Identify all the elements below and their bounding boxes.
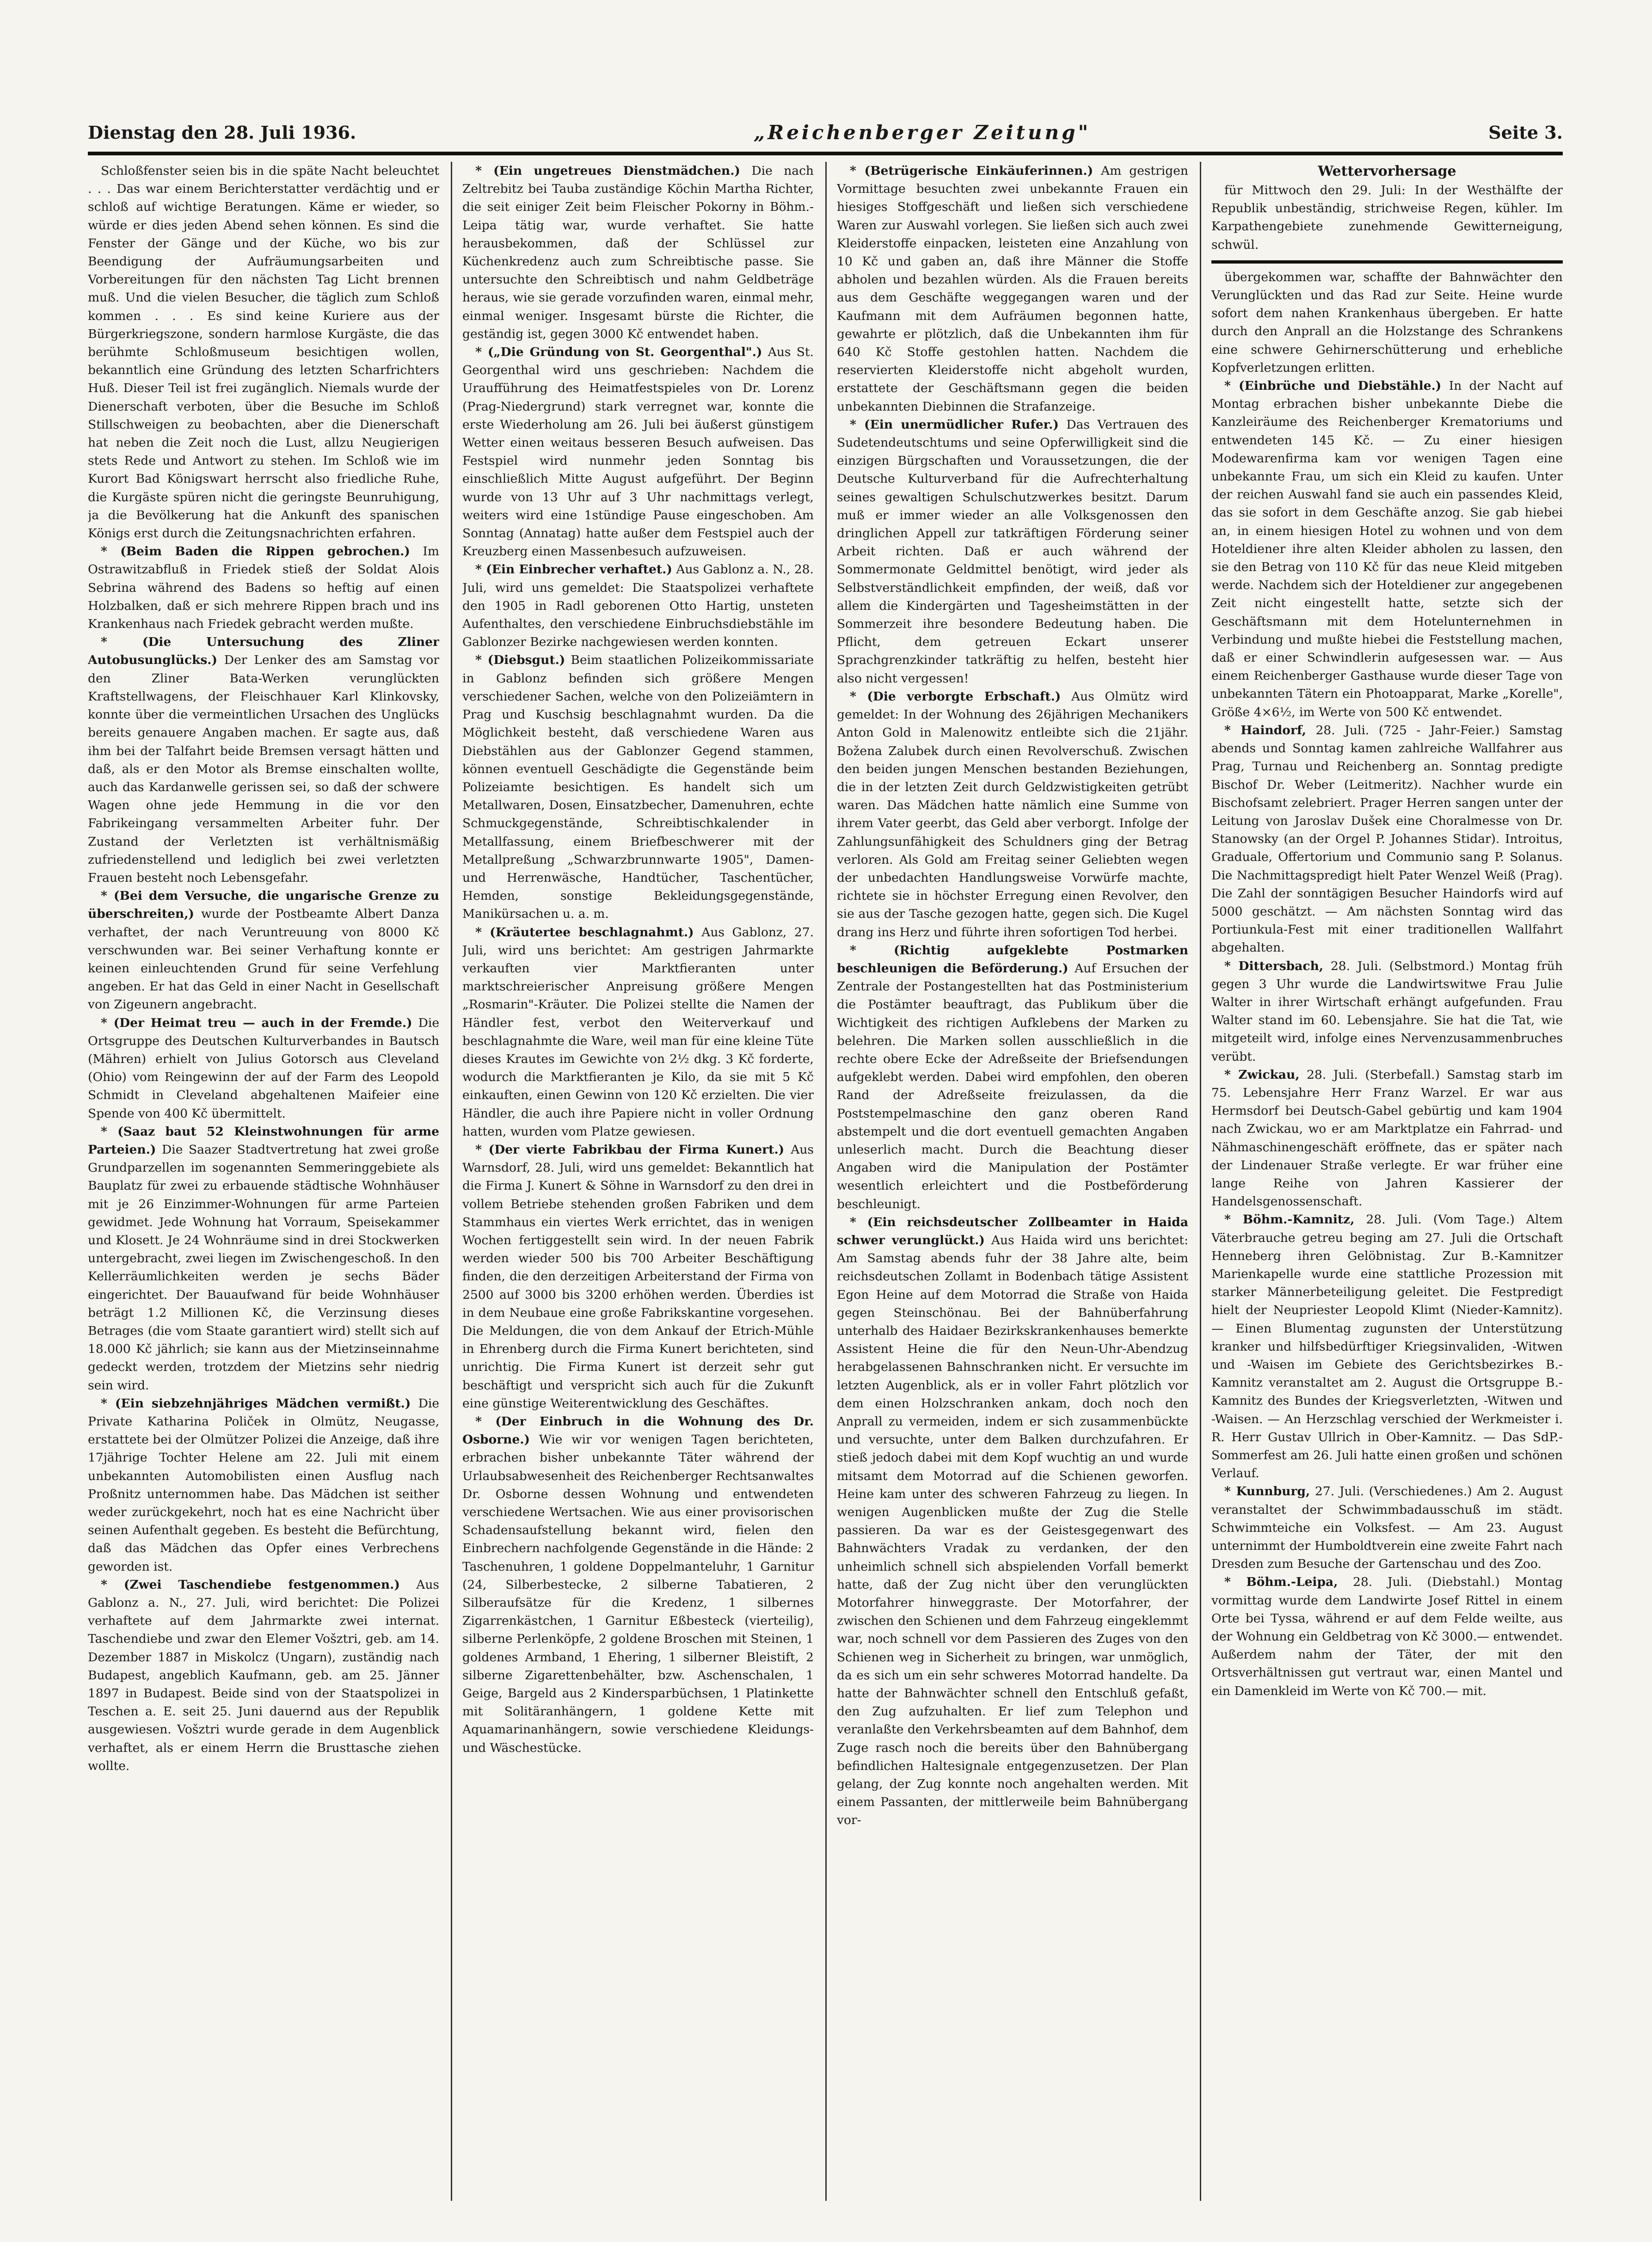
article-paragraph	[462, 923, 814, 1141]
newspaper-page	[88, 116, 1563, 2205]
weather-rule	[1211, 260, 1563, 264]
article-heading: * (Kräutertee beschlagnahmt.)	[475, 925, 694, 940]
article-paragraph	[1211, 1482, 1563, 1573]
article-paragraph	[462, 1413, 814, 1757]
article-paragraph	[837, 688, 1188, 941]
article-heading: * (Ein reichsdeutscher Zollbeamter in Haida schwer verunglückt.)	[837, 1215, 1188, 1247]
article-paragraph	[1211, 957, 1563, 1066]
article-text: übergekommen war, schaffte der Bahnwächter den Verunglückten und das Rad zur Seite. Heine wurde sofort dem nahen Krankenhaus übergeben. Er hatte durch den Anprall an die Holzstange des Schrankens eine schwere Gehirnerschütterung und erhebliche Kopfverletzungen erlitten.	[1211, 270, 1563, 375]
article-paragraph	[88, 633, 439, 887]
article-paragraph	[837, 1213, 1188, 1830]
article-paragraph	[88, 1576, 439, 1775]
article-columns	[88, 162, 1563, 2201]
article-text: 28. Juli. (Selbstmord.) Montag früh gegen 3 Uhr wurde die Landwirtswitwe Frau Julie Walter in ihrer Wirtschaft erhängt aufgefunden. Frau Walter stand im 60. Lebensjahre. Sie hat die Tat, wie mitgeteilt wird, infolge eines Nervenzusammenbruches verübt.	[1211, 958, 1563, 1064]
article-text: Die Ortsgruppe des Deutschen Kulturverbandes in Bautsch (Mähren) erhielt von Julius Gotorsch aus Cleveland (Ohio) vom Reingewinn der auf der Farm des Leopold Schmidt in Cleveland abgehaltenen Maifeier eine Spende von 400 Kč übermittelt.	[88, 1015, 439, 1121]
weather-title: Wettervorhersage	[1318, 163, 1456, 179]
column-4	[1211, 162, 1563, 2201]
article-text: Die Saazer Stadtvertretung hat zwei große Grundparzellen im sogenannten Semmeringgebiete als Bauplatz für zwei zu erbauende städtische Wohnhäuser mit je 26 Einzimmer-Wohnungen für arme Parteien gewidmet. Jede Wohnung hat Vorraum, Speisekammer und Klosett. Je 24 Wohnräume sind in drei Stockwerken untergebracht, zwei liegen im Zwischengeschoß. In den Kellerräumlichkeiten werden je sechs Bäder eingerichtet. Der Bauaufwand für beide Wohnhäuser beträgt 1.2 Millionen Kč, die Verzinsung dieses Betrages (die vom Staate garantiert wird) stellt sich auf 18.000 Kč jährlich; sie kann aus der Mietzinseinnahme gedeckt werden, trotzdem der Mietzins sehr niedrig sein wird.	[88, 1142, 439, 1393]
masthead: „Reichenberger Zeitung"	[754, 121, 1091, 144]
article-paragraph	[837, 162, 1188, 416]
article-paragraph	[837, 941, 1188, 1213]
article-paragraph	[1211, 1573, 1563, 1700]
article-paragraph	[88, 1123, 439, 1394]
article-text: Wie wir vor wenigen Tagen berichteten, erbrachen bisher unbekannte Täter während der Urlaubsabwesenheit des Reichenberger Rechtsanwaltes Dr. Osborne dessen Wohnung und entwendeten verschiedene Wertsachen. Wie aus einer provisorischen Schadensaufstellung bekannt wird, fielen den Einbrechern nachfolgende Gegenstände in die Hände: 2 Taschenuhren, 1 goldene Doppelmanteluhr, 1 Garnitur (24, Silberbestecke, 2 silberne Tabatieren, 2 Silberaufsätze für die Kredenz, 1 silbernes Zigarrenkästchen, 1 Garnitur Eßbesteck (vierteilig), silberne Perlenköpfe, 2 goldene Broschen mit Steinen, 1 goldenes Armband, 1 Ehering, 1 silberner Bleistift, 2 silberne Zigarettenbehälter, bzw. Aschenschalen, 1 Geige, Bargeld aus 2 Kindersparbüchsen, 1 Platinkette mit Solitäranhängern, 1 goldene Kette mit Aquamarinanhängern, sowie verschiedene Kleidungs- und Wäschestücke.	[462, 1432, 814, 1755]
article-text: 28. Juli. (Sterbefall.) Samstag starb im 75. Lebensjahre Herr Franz Warzel. Er war aus Hermsdorf bei Deutsch-Gabel gebürtig und kam 1904 nach Zwickau, wo er am Marktplatze ein Fahrrad- und Nähmaschinengeschäft eröffnete, das er später nach der Lindenauer Straße verlegte. Er war früher eine lange Reihe von Jahren Kassierer der Handelsgenossenschaft.	[1211, 1067, 1563, 1209]
article-heading: * Böhm.-Kamnitz,	[1224, 1212, 1355, 1227]
article-text: 28. Juli. (Diebstahl.) Montag vormittag wurde dem Landwirte Josef Rittel in einem Orte bei Tyssa, während er auf dem Felde weilte, aus der Wohnung ein Geldbetrag von Kč 3000.— entwendet. Außerdem nahm der Täter, der mit den Ortsverhältnissen gut vertraut war, einen Mantel und ein Damenkleid im Werte von Kč 700.— mit.	[1211, 1575, 1563, 1698]
article-heading: * (Ein unermüdlicher Rufer.)	[850, 417, 1059, 432]
article-heading: * Dittersbach,	[1224, 958, 1324, 973]
article-paragraph	[462, 560, 814, 651]
article-heading: * (Beim Baden die Rippen gebrochen.)	[101, 544, 410, 559]
article-heading: * (Der vierte Fabrikbau der Firma Kunert.)	[475, 1142, 785, 1157]
article-paragraph	[88, 162, 439, 542]
article-paragraph	[1211, 377, 1563, 721]
article-text: In der Nacht auf Montag erbrachen bisher unbekannte Diebe die Kanzleiräume des Reichenberger Krematoriums und entwendeten 145 Kč. — Zu einer hiesigen Modewarenfirma kam vor wenigen Tagen eine unbekannte Frau, um sich ein Kleid zu kaufen. Unter der reichen Auswahl fand sie auch ein passendes Kleid, das sie sofort in dem Geschäfte anzog. Sie gab hiebei an, in einem hiesigen Hotel zu wohnen und von dem Hoteldiener ihre alten Kleider abholen zu lassen, den sie den Betrag von 110 Kč für das neue Kleid mitgeben werde. Nachdem sich der Hoteldiener zur angegebenen Zeit nicht eingestellt hatte, setzte sich der Geschäftsmann mit dem Hotelunternehmen in Verbindung und mußte hiebei die Feststellung machen, daß er einer Schwindlerin aufgesessen war. — Aus einem Reichenberger Gasthause wurde dieser Tage von unbekannten Tätern ein Photoapparat, Marke „Korelle", Größe 4×6½, im Werte von 500 Kč entwendet.	[1211, 379, 1563, 719]
article-text: Das Vertrauen des Sudetendeutschtums und seine Opferwilligkeit sind die einzigen Bürgschaften und Voraussetzungen, die der Deutsche Kulturverband für die Aufrechterhaltung seines gewaltigen Schulschutzwerkes besitzt. Darum muß er immer wieder an alle Volksgenossen den dringlichen Appell zur tatkräftigen Förderung seiner Arbeit richten. Daß er auch während der Sommermonate Geldmittel benötigt, wird jeder als Selbstverständlichkeit empfinden, der weiß, daß vor allem die Kindergärten und Tagesheimstätten in der Sommerzeit ihre besondere Bedeutung haben. Die Pflicht, dem getreuen Eckart unserer Sprachgrenzkinder tatkräftig zu helfen, besteht hier also nicht vergessen!	[837, 417, 1188, 686]
article-heading: * (Zwei Taschendiebe festgenommen.)	[101, 1577, 400, 1592]
article-text: Der Lenker des am Samstag vor den Zliner Bata-Werken verunglückten Kraftstellwagens, der Fleischhauer Karl Klinkovsky, konnte über die vermeintlichen Ursachen des Unglücks bereits genauere Angaben machen. Er sagte aus, daß ihm bei der Talfahrt beide Bremsen versagt hätten und daß, als er den Motor als Bremse einschalten wollte, auch das Kardanwelle gerissen sei, so daß der schwere Wagen ohne jede Hemmung in die vor den Fabrikeingang versammelten Arbeiter fuhr. Der Zustand der Verletzten ist verhältnismäßig zufriedenstellend und lediglich bei zwei verletzten Frauen besteht noch Lebensgefahr.	[88, 653, 439, 885]
article-paragraph	[88, 887, 439, 1014]
article-paragraph	[462, 651, 814, 923]
article-heading: * Haindorf,	[1224, 723, 1306, 737]
article-text: 27. Juli. (Verschiedenes.) Am 2. August veranstaltet der Schwimmbadausschuß im städt. Schwimmteiche ein Volksfest. — Am 23. August unternimmt der Humboldtverein eine zweite Fahrt nach Dresden zum Besuche der Gartenschau und des Zoo.	[1211, 1484, 1563, 1572]
article-text: Die Private Katharina Poliček in Olmütz, Neugasse, erstattete bei der Olmützer Polizei die Anzeige, daß ihre 17jährige Tochter Helene am 22. Juli mit einem unbekannten Automobilisten einen Ausflug nach Proßnitz unternommen habe. Das Mädchen ist seither weder zurückgekehrt, noch hat es eine Nachricht über seinen Aufenthalt gegeben. Es besteht die Befürchtung, daß das Mädchen das Opfer eines Verbrechens geworden ist.	[88, 1396, 439, 1574]
article-paragraph	[88, 542, 439, 633]
article-heading: * Zwickau,	[1224, 1067, 1300, 1082]
article-text: 28. Juli. (725 - Jahr-Feier.) Samstag abends und Sonntag kamen zahlreiche Wallfahrer aus Prag, Turnau und Reichenberg an. Sonntag predigte Bischof Dr. Weber (Leitmeritz). Nachher wurde ein Bischofsamt zelebriert. Prager Herren sangen unter der Leitung von Jaroslav Dušek eine Choralmesse von Dr. Stanowsky (an der Orgel P. Johannes Stidar). Introitus, Graduale, Offertorium und Communio sang P. Solanus. Die Nachmittagspredigt hielt Pater Wenzel Weiß (Prag). Die Zahl der sonntägigen Besucher Haindorfs wird auf 5000 geschätzt. — Am nächsten Sonntag wird das Portiunkula-Fest mit einer traditionellen Wallfahrt abgehalten.	[1211, 723, 1563, 955]
article-heading: * (Die Untersuchung des Zliner Autobusunglücks.)	[88, 635, 439, 668]
article-text: Aus Warnsdorf, 28. Juli, wird uns gemeldet: Bekanntlich hat die Firma J. Kunert & Söhne in Warnsdorf zu den drei in vollem Betriebe stehenden großen Fabriken und dem Stammhaus ein viertes Werk errichtet, das in wenigen Wochen fertiggestellt sein wird. In der neuen Fabrik werden wieder 500 bis 700 Arbeiter Beschäftigung finden, die den derzeitigen Arbeiterstand der Firma von 2500 auf 3000 bis 3200 erhöhen werden. Überdies ist in dem Neubaue eine große Fabrikskantine vorgesehen. Die Meldungen, die von dem Ankauf der Etrich-Mühle in Ehrenberg durch die Firma Kunert berichteten, sind unrichtig. Die Firma Kunert ist derzeit sehr gut beschäftigt und verspricht sich auch für die Zukunft eine günstige Weiterentwicklung des Geschäftes.	[462, 1142, 814, 1411]
article-text: Die nach Zeltrebitz bei Tauba zuständige Köchin Martha Richter, die seit einiger Zeit beim Fleischer Pokorny in Böhm.-Leipa tätig war, wurde verhaftet. Sie hatte herausbekommen, daß der Schlüssel zur Küchenkredenz auch zum Schreibtische passe. Sie untersuchte den Schreibtisch und nahm Geldbeträge heraus, wie sie gerade vorzufinden waren, einmal mehr, einmal weniger. Insgesamt bürste die Richter, die geständig ist, gegen 3000 Kč entwendet haben.	[462, 164, 814, 341]
column-2	[462, 162, 814, 2201]
article-paragraph	[1211, 1210, 1563, 1482]
article-heading: * (Ein siebzehnjähriges Mädchen vermißt.)	[101, 1396, 411, 1411]
column-divider	[451, 162, 452, 2201]
article-text: Aus St. Georgenthal wird uns geschrieben: Nachdem die Uraufführung des Heimatfestspieles von Dr. Lorenz (Prag-Niedergrund) stark verregnet war, konnte die erste Wiederholung am 26. Juli bei äußerst günstigem Wetter einen weitaus besseren Besuch aufweisen. Das Festspiel wird nunmehr jeden Sonntag bis einschließlich Mitte August aufgeführt. Der Beginn wurde von 13 Uhr auf 3 Uhr nachmittags verlegt, weiters wird eine 1stündige Pause eingeschoben. Am Sonntag (Annatag) hatte außer dem Festspiel auch der Kreuzberg einen Massenbesuch aufzuweisen.	[462, 345, 814, 559]
page-number: Seite 3.	[1488, 122, 1563, 143]
article-heading: * („Die Gründung von St. Georgenthal".)	[475, 345, 762, 360]
article-heading: * Böhm.-Leipa,	[1224, 1575, 1338, 1590]
article-heading: * (Diebsgut.)	[475, 653, 565, 668]
column-divider	[1200, 162, 1201, 2201]
column-1	[88, 162, 439, 2201]
column-divider	[825, 162, 827, 2201]
article-text: 28. Juli. (Vom Tage.) Altem Väterbrauche getreu beging am 27. Juli die Ortschaft Henneberg ihren Gelöbnistag. Zur B.-Kamnitzer Marienkapelle wurde eine stattliche Prozession mit starker Männerbeteiligung geleitet. Die Festpredigt hielt der Neupriester Leopold Klimt (Nieder-Kamnitz). — Einen Blumentag zugunsten der Unterstützung kranker und hilfsbedürftiger Kriegsinvaliden, -Witwen und -Waisen im Gebiete des Gerichtsbezirkes B.-Kamnitz veranstaltet am 2. August die Ortsgruppe B.-Kamnitz des Bundes der Kriegsverletzten, -Witwen und -Waisen. — An Herzschlag verschied der Werkmeister i. R. Herr Gustav Ullrich in Ober-Kamnitz. — Das SdP.-Sommerfest am 26. Juli hatte einen großen und schönen Verlauf.	[1211, 1212, 1563, 1481]
article-text: Beim staatlichen Polizeikommissariate in Gablonz befinden sich größere Mengen verschiedener Sachen, welche von den Polizeiämtern in Prag und Kuschsig beschlagnahmt wurden. Da die Möglichkeit besteht, daß verschiedene Waren aus Diebstählen aus der Gablonzer Gegend stammen, können eventuell Geschädigte die Gegenstände beim Polizeiamte besichtigen. Es handelt sich um Metallwaren, Dosen, Einsatzbecher, Damenuhren, echte Schmuckgegenstände, Schreibtischkalender in Metallfassung, einem Briefbeschwerer mit der Metallpreßung „Schwarzbrunnwarte 1905", Damen- und Herrenwäsche, Handtücher, Taschentücher, Hemden, sonstige Bekleidungsgegenstände, Manikürsachen u. a. m.	[462, 653, 814, 921]
article-text: Aus Gablonz a. N., 27. Juli, wird berichtet: Die Polizei verhaftete auf dem Jahrmarkte zwei internat. Taschendiebe und zwar den Elemer Vošztri, geb. am 14. Dezember 1887 in Miskolcz (Ungarn), zuständig nach Budapest, angeblich Kaufmann, geb. am 25. Jänner 1897 in Budapest. Beide sind von der Staatspolizei in Teschen a. E. seit 25. Juni dauernd aus der Republik ausgewiesen. Vošztri wurde gerade in dem Augenblick verhaftet, als er einem Herrn die Brusttasche ziehen wollte.	[88, 1577, 439, 1773]
article-heading: * (Der Heimat treu — auch in der Fremde.)	[101, 1015, 412, 1030]
article-heading: * (Einbrüche und Diebstähle.)	[1224, 379, 1442, 393]
article-paragraph	[462, 1141, 814, 1413]
article-heading: * Kunnburg,	[1224, 1484, 1310, 1499]
article-paragraph	[88, 1394, 439, 1576]
page-header	[88, 116, 1563, 149]
article-paragraph	[88, 1014, 439, 1123]
article-heading: * (Der Einbruch in die Wohnung des Dr. Osborne.)	[462, 1414, 814, 1447]
article-heading: * (Saaz baut 52 Kleinstwohnungen für arme Parteien.)	[88, 1124, 439, 1157]
article-text: Auf Ersuchen der Zentrale der Postangestellten hat das Postministerium die Postämter beauftragt, das Publikum über die Wichtigkeit des richtigen Aufklebens der Marken zu belehren. Die Marken sollen ausschließlich in die rechte obere Ecke der Adreßseite der Briefsendungen aufgeklebt werden. Dabei wird empfohlen, den oberen Rand der Adreßseite freizulassen, da die Poststempelmaschine den ganz oberen Rand abstempelt und die dort eventuell gemachten Angaben unleserlich macht. Durch die Beachtung dieser Angaben wird die Manipulation der Postämter wesentlich erleichtert und die Postbeförderung beschleunigt.	[837, 961, 1188, 1211]
column-3	[837, 162, 1188, 2201]
weather-text: für Mittwoch den 29. Juli: In der Westhälfte der Republik unbeständig, strichweise Regen, kühler. Im Karpathengebiete zunehmende Gewitterneigung, schwül.	[1211, 183, 1563, 252]
weather-forecast	[1211, 162, 1563, 264]
article-paragraph	[1211, 721, 1563, 957]
article-paragraph	[837, 416, 1188, 688]
article-text: Am gestrigen Vormittage besuchten zwei unbekannte Frauen ein hiesiges Stoffgeschäft und ließen sich verschiedene Waren zur Auswahl vorlegen. Sie ließen sich auch zwei Kleiderstoffe einpacken, leisteten eine Anzahlung von 10 Kč und gaben an, daß ihre Männer die Stoffe abholen und bezahlen würden. Als die Frauen bereits aus dem Geschäfte weggegangen waren und der Kaufmann mit dem Aufräumen begonnen hatte, gewahrte er plötzlich, daß die Unbekannten ihm für 640 Kč Stoffe gestohlen hatten. Nachdem die reservierten Kleiderstoffe nicht abgeholt wurden, erstattete der Geschäftsmann gegen die beiden unbekannten Diebinnen die Strafanzeige.	[837, 164, 1188, 414]
article-heading: * (Richtig aufgeklebte Postmarken beschleunigen die Beförderung.)	[837, 943, 1188, 976]
issue-date: Dienstag den 28. Juli 1936.	[88, 122, 356, 143]
article-text: Schloßfenster seien bis in die späte Nacht beleuchtet . . . Das war einem Berichterstatter verdächtig und er schloß auf wichtige Beratungen. Käme er wieder, so würde er dies jeden Abend sehen können. Es sind die Fenster der Gänge und der Küche, wo bis zur Beendigung der Aufräumungsarbeiten und Vorbereitungen für den nächsten Tag Licht brennen muß. Und die vielen Besucher, die täglich zum Schloß kommen . . . Es sind keine Kuriere aus der Bürgerkriegszone, sondern harmlose Kurgäste, die das berühmte Schloßmuseum besichtigen wollen, bekanntlich eine Gründung des letzten Scharfrichters Huß. Dieser Teil ist frei zugänglich. Niemals wurde der Dienerschaft verboten, über die Besuche im Schloß Stillschweigen zu beobachten, aber die Dienerschaft hat neben die Zeit noch die Lust, allzu Neugierigen stets Rede und Antwort zu stehen. Im Schloß wie im Kurort Bad Königswart herrscht also friedliche Ruhe, die Kurgäste spüren nicht die geringste Beunruhigung, ja die Bevölkerung hat die Ankunft des spanischen Königs erst durch die Zeitungsnachrichten erfahren.	[88, 164, 439, 541]
article-heading: * (Ein ungetreues Dienstmädchen.)	[475, 164, 740, 178]
article-text: wurde der Postbeamte Albert Danza verhaftet, der nach Veruntreuung von 8000 Kč verschwunden war. Bei seiner Verhaftung konnte er keinen einleuchtenden Grund für seine Verfehlung angeben. Er hat das Geld in einer Nacht in Gesellschaft von Zigeunern angebracht.	[88, 907, 439, 1012]
article-heading: * (Ein Einbrecher verhaftet.)	[475, 562, 672, 577]
header-rule	[88, 152, 1563, 155]
article-paragraph	[462, 162, 814, 343]
article-heading: * (Betrügerische Einkäuferinnen.)	[850, 164, 1093, 178]
article-text: Aus Olmütz wird gemeldet: In der Wohnung des 26jährigen Mechanikers Anton Gold in Malenowitz entleibte sich die 21jähr. Božena Zalubek durch einen Revolverschuß. Zwischen den beiden jungen Menschen bestanden Beziehungen, die in der letzten Zeit durch Geldzwistigkeiten getrübt waren. Das Mädchen hatte nämlich eine Summe von ihrem Vater geerbt, das Geld aber verborgt. Infolge der Zahlungsunfähigkeit des Schuldners ging der Betrag verloren. Als Gold am Freitag seiner Geliebten wegen der unbedachten Handlungsweise Vorwürfe machte, richtete sie in höchster Erregung einen Revolver, den sie aus der Tasche gezogen hatte, gegen sich. Die Kugel drang ins Herz und führte ihren sofortigen Tod herbei.	[837, 689, 1188, 940]
article-text: Aus Gablonz, 27. Juli, wird uns berichtet: Am gestrigen Jahrmarkte verkauften vier Marktfieranten unter marktschreierischer Anpreisung größere Mengen „Rosmarin"-Kräuter. Die Polizei stellte die Namen der Händler fest, verbot den Weiterverkauf und beschlagnahmte die Ware, weil man für eine kleine Tüte dieses Krautes im Gewichte von 2½ dkg. 3 Kč forderte, wodurch die Marktfieranten je Kilo, da sie mit 5 Kč einkauften, einen Gewinn von 120 Kč erzielten. Die vier Händler, die auch ihre Papiere nicht in voller Ordnung hatten, wurden vom Platze gewiesen.	[462, 925, 814, 1139]
article-heading: * (Bei dem Versuche, die ungarische Grenze zu überschreiten,)	[88, 889, 439, 921]
article-text: Im Ostrawitzabfluß in Friedek stieß der Soldat Alois Sebrina während des Badens so heftig auf einen Holzbalken, daß er sich mehrere Rippen brach und ins Krankenhaus nach Friedek gebracht werden mußte.	[88, 544, 439, 632]
article-paragraph	[462, 343, 814, 560]
article-paragraph	[1211, 268, 1563, 377]
article-heading: * (Die verborgte Erbschaft.)	[850, 689, 1061, 704]
article-text: Aus Haida wird uns berichtet: Am Samstag abends fuhr der 38 Jahre alte, beim reichsdeutschen Zollamt in Bodenbach tätige Assistent Egon Heine auf dem Motorrad die Straße von Haida gegen Steinschönau. Bei der Bahnüberfahrung unterhalb des Haidaer Bezirkskrankenhauses bemerkte Assistent Heine die für den Neun-Uhr-Abendzug herabgelassenen Bahnschranken nicht. Er versuchte im letzten Augenblick, als er in voller Fahrt plötzlich vor dem einen Holzschranken ankam, doch noch den Anprall zu vermeiden, indem er sich zusammenbückte und versuchte, unter dem Balken durchzufahren. Er stieß jedoch dabei mit dem Kopf wuchtig an und wurde mitsamt dem Motorrad auf die Schienen geworfen. Heine kam unter des schweren Fahrzeug zu liegen. In wenigen Augenblicken mußte der Zug die Stelle passieren. Da war es der Geistesgegenwart des Bahnwächters Vradak zu verdanken, der den unheimlich schnell sich abspielenden Vorfall bemerkt hatte, daß der Zug nicht über den verunglückten Motorfahrer hinweggraste. Der Motorfahrer, der zwischen den Schienen und dem Fahrzeug eingeklemmt war, noch schnell vor dem Passieren des Zuges von den Schienen weg in Sicherheit zu bringen, war unmöglich, da es sich um ein sehr schweres Motorrad handelte. Da hatte der Bahnwächter schnell den Entschluß gefaßt, den Zug aufzuhalten. Er lief zum Telephon und veranlaßte den Verkehrsbeamten auf dem Bahnhof, dem Zuge rasch noch die bereits über den Bahnübergang befindlichen Haltesignale entgegenzusetzen. Der Plan gelang, der Zug konnte noch angehalten werden. Mit einem Passanten, der mittlerweile beim Bahnübergang vor-	[837, 1233, 1188, 1828]
article-text: Aus Gablonz a. N., 28. Juli, wird uns gemeldet: Die Staatspolizei verhaftete den 1905 in Radl geborenen Otto Hartig, unsteten Aufenthaltes, den verschiedene Einbruchsdiebstähle im Gablonzer Bezirke nachgewiesen werden konnten.	[462, 562, 814, 650]
article-paragraph	[1211, 1066, 1563, 1211]
